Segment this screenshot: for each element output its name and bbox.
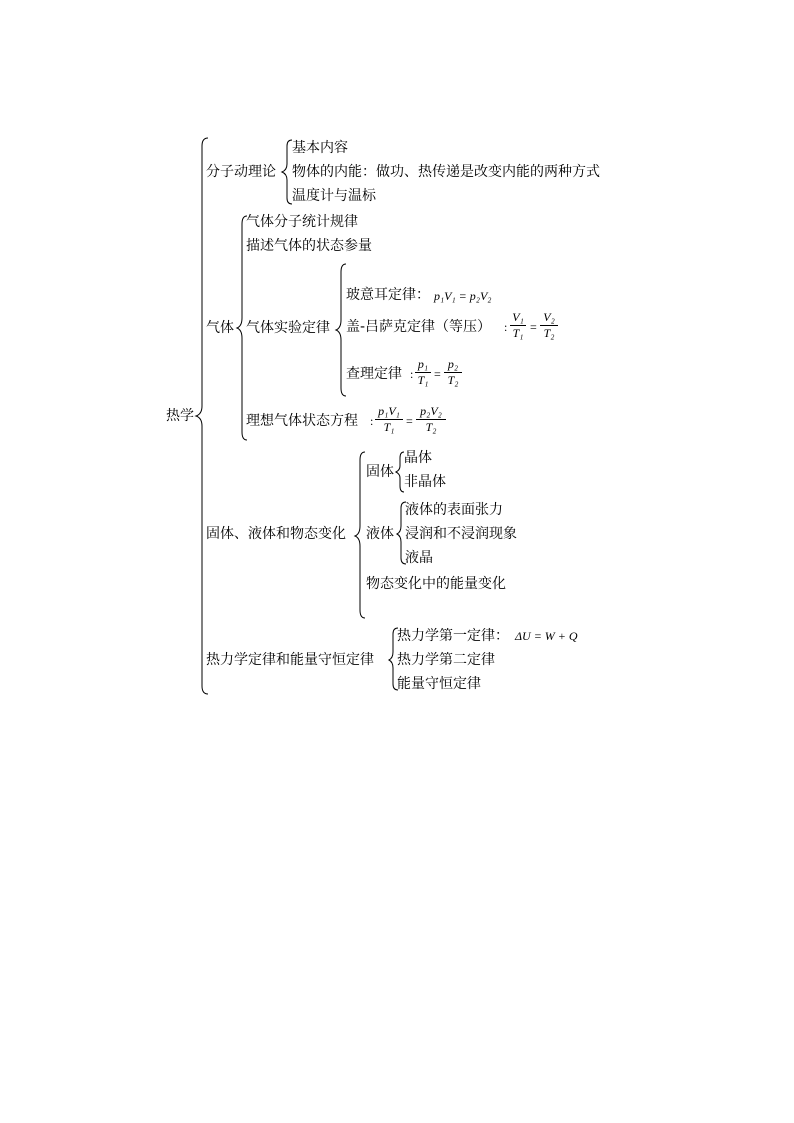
liquid-item-surface-tension: 液体的表面张力 — [405, 502, 503, 518]
brace-root — [196, 138, 208, 694]
ideal-gas-fraction-right — [416, 405, 446, 434]
charles-fraction-right — [444, 358, 462, 387]
charles-num-left: p₁ — [417, 357, 429, 371]
gay-lussac-den-right: T₂ — [543, 326, 555, 340]
charles-num-right: p₂ — [447, 357, 459, 371]
root-label: 热学 — [166, 408, 194, 424]
gay-lussac-fraction-right — [540, 311, 558, 340]
gay-lussac-num-left: V₁ — [512, 310, 524, 324]
liquid-title: 液体 — [366, 526, 394, 542]
phase-energy-change: 物态变化中的能量变化 — [366, 576, 506, 592]
thermo-first-law-formula: ΔU = W + Q — [515, 629, 578, 643]
molecular-item-internal-energy: 物体的内能：做功、热传递是改变内能的两种方式 — [292, 164, 600, 180]
brace-phase — [355, 452, 365, 618]
gas-item-statistics: 气体分子统计规律 — [246, 214, 358, 230]
ideal-gas-fraction-left — [375, 405, 403, 434]
gay-lussac-den-left: T₁ — [512, 326, 524, 340]
brace-gas-laws — [336, 264, 346, 396]
ideal-gas-den-left: T₁ — [383, 420, 395, 434]
liquid-item-wetting: 浸润和不浸润现象 — [405, 526, 517, 542]
molecular-item-basic: 基本内容 — [292, 140, 348, 156]
thermo-title: 热力学定律和能量守恒定律 — [206, 652, 374, 668]
gay-lussac-fraction-left — [510, 311, 526, 340]
ideal-gas-den-right: T₂ — [425, 420, 437, 434]
ideal-gas-colon: : — [370, 414, 374, 428]
solid-item-crystal: 晶体 — [404, 450, 432, 466]
gas-item-state-parameters: 描述气体的状态参量 — [246, 238, 372, 254]
ideal-gas-equals: = — [406, 414, 413, 428]
ideal-gas-num-left: p₁V₁ — [378, 404, 400, 418]
gay-lussac-num-right: V₂ — [543, 310, 555, 324]
thermo-first-law-label: 热力学第一定律： — [397, 628, 509, 644]
gas-laws-title: 气体实验定律 — [246, 320, 330, 336]
charles-equals: = — [434, 367, 441, 381]
molecular-item-temperature: 温度计与温标 — [292, 188, 376, 204]
gas-title: 气体 — [206, 320, 234, 336]
gay-lussac-label: 盖-吕萨克定律（等压） — [346, 319, 492, 335]
charles-colon: : — [410, 367, 414, 381]
thermo-second-law: 热力学第二定律 — [397, 652, 495, 668]
charles-label: 查理定律 — [346, 366, 402, 382]
charles-den-left: T₁ — [417, 373, 429, 387]
ideal-gas-num-right: p₂V₂ — [420, 404, 442, 418]
charles-fraction-left — [415, 358, 431, 387]
charles-den-right: T₂ — [447, 373, 459, 387]
gay-lussac-colon: : — [504, 320, 508, 334]
gay-lussac-equals: = — [530, 320, 537, 334]
liquid-item-liquid-crystal: 液晶 — [405, 550, 433, 566]
brace-molecular — [282, 140, 292, 204]
solid-item-amorphous: 非晶体 — [404, 474, 446, 490]
phase-title: 固体、液体和物态变化 — [206, 526, 346, 542]
molecular-title: 分子动理论 — [206, 164, 276, 180]
energy-conservation-law: 能量守恒定律 — [397, 676, 481, 692]
ideal-gas-label: 理想气体状态方程 — [246, 413, 358, 429]
boyle-label: 玻意耳定律： — [346, 287, 430, 303]
brace-solid — [396, 452, 404, 492]
solid-title: 固体 — [366, 464, 394, 480]
boyle-formula: p₁V₁ = p₂V₂ — [434, 289, 492, 303]
